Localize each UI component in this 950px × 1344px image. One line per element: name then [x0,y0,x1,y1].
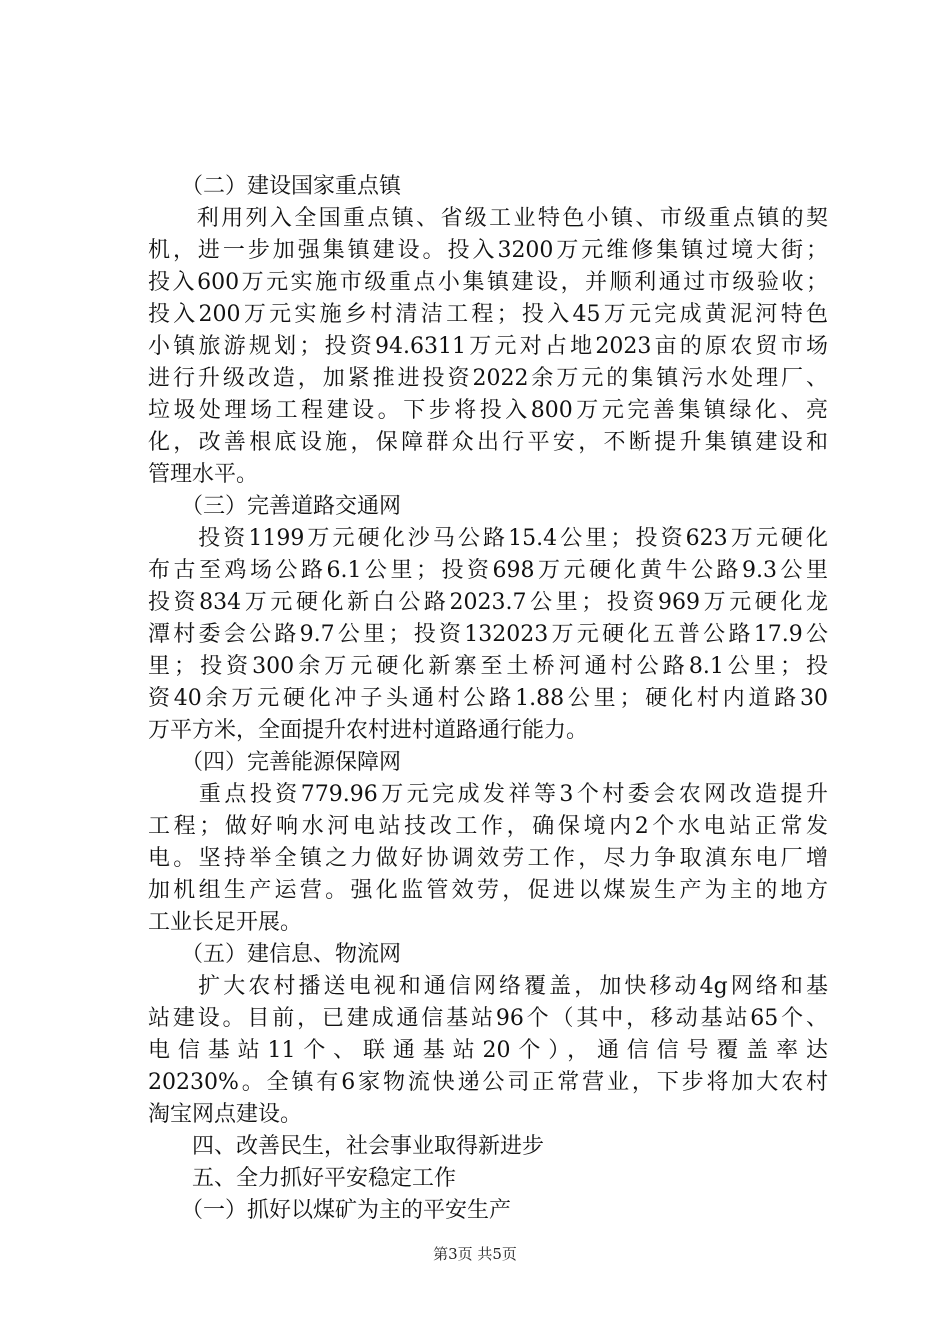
paragraph-line: 电。坚持举全镇之力做好协调效劳工作，尽力争取滇东电厂增 [148,846,828,871]
heading-livelihood: 四、改善民生，社会事业取得新进步 [148,1134,545,1159]
paragraph-line: 化，改善根底设施，保障群众出行平安，不断提升集镇建设和 [148,430,828,455]
paragraph-line: 里；投资300余万元硬化新寨至土桥河通村公路8.1公里；投 [148,654,828,679]
paragraph-line: 资40余万元硬化冲子头通村公路1.88公里；硬化村内道路30 [148,686,828,711]
paragraph-line: 工程；做好响水河电站技改工作，确保境内2个水电站正常发 [148,814,828,839]
paragraph-line: 20230%。全镇有6家物流快递公司正常营业，下步将加大农村 [148,1070,828,1095]
paragraph-line: 加机组生产运营。强化监管效劳，促进以煤炭生产为主的地方 [148,878,828,903]
heading-energy-network: （四）完善能源保障网 [148,750,402,775]
paragraph-line: 扩大农村播送电视和通信网络覆盖，加快移动4g网络和基 [148,974,828,999]
paragraph-line: 垃圾处理场工程建设。下步将投入800万元完善集镇绿化、亮 [148,398,828,423]
heading-road-network: （三）完善道路交通网 [148,494,402,519]
paragraph-line: 投入600万元实施市级重点小集镇建设，并顺利通过市级验收； [148,270,828,295]
paragraph-line: 小镇旅游规划；投资94.6311万元对占地2023亩的原农贸市场 [148,334,828,359]
paragraph-line: 布古至鸡场公路6.1公里；投资698万元硬化黄牛公路9.3公里 [148,558,828,583]
paragraph-line: 站建设。目前，已建成通信基站96个（其中，移动基站65个、 [148,1006,828,1031]
paragraph-line: 进行升级改造，加紧推进投资2022余万元的集镇污水处理厂、 [148,366,828,391]
document-body [148,171,828,1227]
paragraph-line: 淘宝网点建设。 [148,1102,303,1127]
paragraph-line: 万平方米，全面提升农村进村道路通行能力。 [148,718,589,743]
paragraph-line: 潭村委会公路9.7公里；投资132023万元硬化五普公路17.9公 [148,622,828,647]
paragraph-line: 管理水平。 [148,462,259,487]
paragraph-line: 工业长足开展。 [148,910,303,935]
heading-coal-mine-safety: （一）抓好以煤矿为主的平安生产 [148,1198,512,1223]
paragraph-line: 电信基站11个、联通基站20个），通信信号覆盖率达 [148,1038,828,1063]
paragraph-line: 重点投资779.96万元完成发祥等3个村委会农网改造提升 [148,782,828,807]
heading-safety-stability: 五、全力抓好平安稳定工作 [148,1166,457,1191]
heading-information-logistics: （五）建信息、物流网 [148,942,402,967]
paragraph-line: 投资1199万元硬化沙马公路15.4公里；投资623万元硬化 [148,526,828,551]
paragraph-line: 利用列入全国重点镇、省级工业特色小镇、市级重点镇的契 [148,206,828,231]
paragraph-line: 机，进一步加强集镇建设。投入3200万元维修集镇过境大街； [148,238,828,263]
heading-construction-key-town: （二）建设国家重点镇 [148,174,402,199]
page-number-footer: 第3页 共5页 [433,1245,517,1263]
paragraph-line: 投资834万元硬化新白公路2023.7公里；投资969万元硬化龙 [148,590,828,615]
paragraph-line: 投入200万元实施乡村清洁工程；投入45万元完成黄泥河特色 [148,302,828,327]
